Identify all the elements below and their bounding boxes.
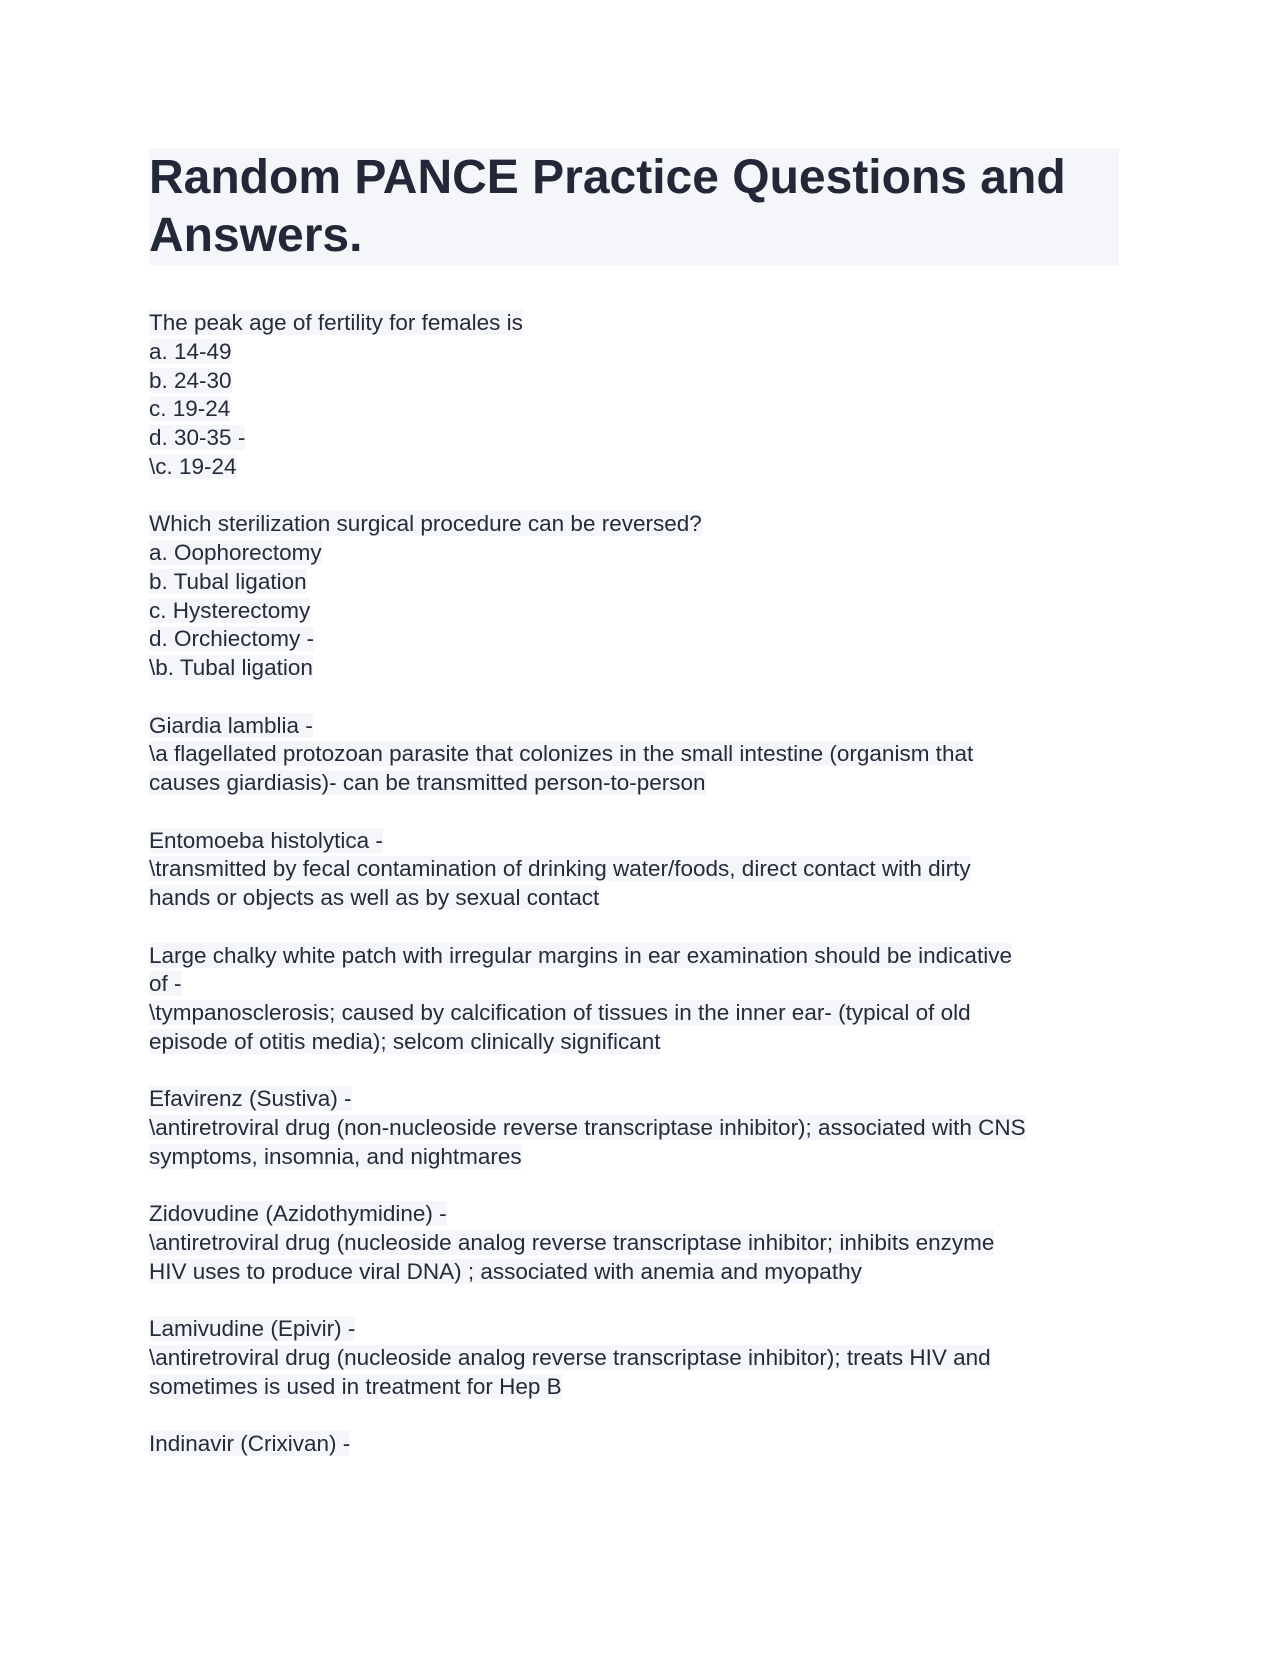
line-text: episode of otitis media); selcom clinically significant (149, 1028, 661, 1054)
line-text: Indinavir (Crixivan) - (149, 1431, 351, 1457)
line-text: symptoms, insomnia, and nightmares (149, 1143, 522, 1169)
line-text: \a flagellated protozoan parasite that colonizes in the small intestine (organism that (149, 741, 974, 767)
answer-line (149, 424, 1129, 453)
line-text: b. Tubal ligation (149, 568, 307, 594)
qa-block (149, 309, 1129, 482)
line-text: \tympanosclerosis; caused by calcification of tissues in the inner ear- (typical of old (149, 1000, 971, 1025)
answer-line (149, 1373, 1129, 1402)
line-text: of - (149, 971, 182, 997)
answer-line (149, 453, 1129, 482)
question-text (149, 1315, 1129, 1344)
line-text: \transmitted by fecal contamination of drinking water/foods, direct contact with dirty (149, 856, 971, 882)
line-text: Lamivudine (Epivir) - (149, 1316, 356, 1342)
answer-line (149, 539, 1129, 568)
answer-line (149, 1229, 1129, 1258)
line-text: Zidovudine (Azidothymidine) - (149, 1201, 447, 1227)
answer-line (149, 654, 1129, 683)
line-text: hands or objects as well as by sexual contact (149, 885, 600, 910)
line-text: \antiretroviral drug (nucleoside analog reverse transcriptase inhibitor; inhibits enzyme (149, 1230, 995, 1255)
line-text: Efavirenz (Sustiva) - (149, 1086, 352, 1112)
line-text: The peak age of fertility for females is (149, 310, 523, 335)
line-text: Which sterilization surgical procedure can be reversed? (149, 511, 702, 537)
answer-line (149, 769, 1129, 798)
answer-line (149, 1028, 1129, 1057)
answer-line (149, 999, 1129, 1028)
line-text: \antiretroviral drug (non-nucleoside reverse transcriptase inhibitor); associated with CNS (149, 1115, 1026, 1140)
answer-line (149, 1344, 1129, 1373)
qa-block (149, 712, 1129, 798)
qa-block (149, 1430, 1129, 1459)
answer-line (149, 884, 1129, 913)
answer-line (149, 338, 1129, 367)
answer-line (149, 970, 1129, 999)
answer-line (149, 1143, 1129, 1172)
line-text: \c. 19-24 (149, 453, 237, 479)
question-text (149, 1430, 1129, 1459)
answer-line (149, 568, 1129, 597)
answer-line (149, 625, 1129, 654)
document-body (149, 309, 1129, 1488)
question-text (149, 309, 1129, 338)
line-text: d. 30-35 - (149, 425, 246, 450)
question-text (149, 1085, 1129, 1114)
line-text: Large chalky white patch with irregular margins in ear examination should be indicative (149, 942, 1012, 968)
line-text: Giardia lamblia - (149, 712, 313, 738)
answer-line (149, 1114, 1129, 1143)
question-text (149, 1200, 1129, 1229)
answer-line (149, 740, 1129, 769)
line-text: c. 19-24 (149, 396, 231, 422)
line-text: \antiretroviral drug (nucleoside analog reverse transcriptase inhibitor); treats HIV and (149, 1345, 991, 1370)
qa-block (149, 827, 1129, 913)
line-text: c. Hysterectomy (149, 597, 311, 623)
line-text: \b. Tubal ligation (149, 655, 313, 680)
question-text (149, 942, 1129, 971)
answer-line (149, 367, 1129, 396)
line-text: a. Oophorectomy (149, 540, 322, 565)
answer-line (149, 855, 1129, 884)
answer-line (149, 1258, 1129, 1287)
document-title: Random PANCE Practice Questions and Answers. (149, 148, 1119, 265)
qa-block (149, 1200, 1129, 1286)
qa-block (149, 1085, 1129, 1171)
qa-block (149, 510, 1129, 683)
line-text: causes giardiasis)- can be transmitted person-to-person (149, 770, 706, 795)
line-text: b. 24-30 (149, 367, 232, 393)
answer-line (149, 395, 1129, 424)
question-text (149, 510, 1129, 539)
qa-block (149, 1315, 1129, 1401)
line-text: HIV uses to produce viral DNA) ; associated with anemia and myopathy (149, 1258, 862, 1284)
line-text: a. 14-49 (149, 338, 232, 364)
line-text: d. Orchiectomy - (149, 626, 315, 652)
question-text (149, 827, 1129, 856)
qa-block (149, 942, 1129, 1057)
line-text: Entomoeba histolytica - (149, 827, 383, 853)
line-text: sometimes is used in treatment for Hep B (149, 1373, 562, 1399)
answer-line (149, 597, 1129, 626)
question-text (149, 712, 1129, 741)
